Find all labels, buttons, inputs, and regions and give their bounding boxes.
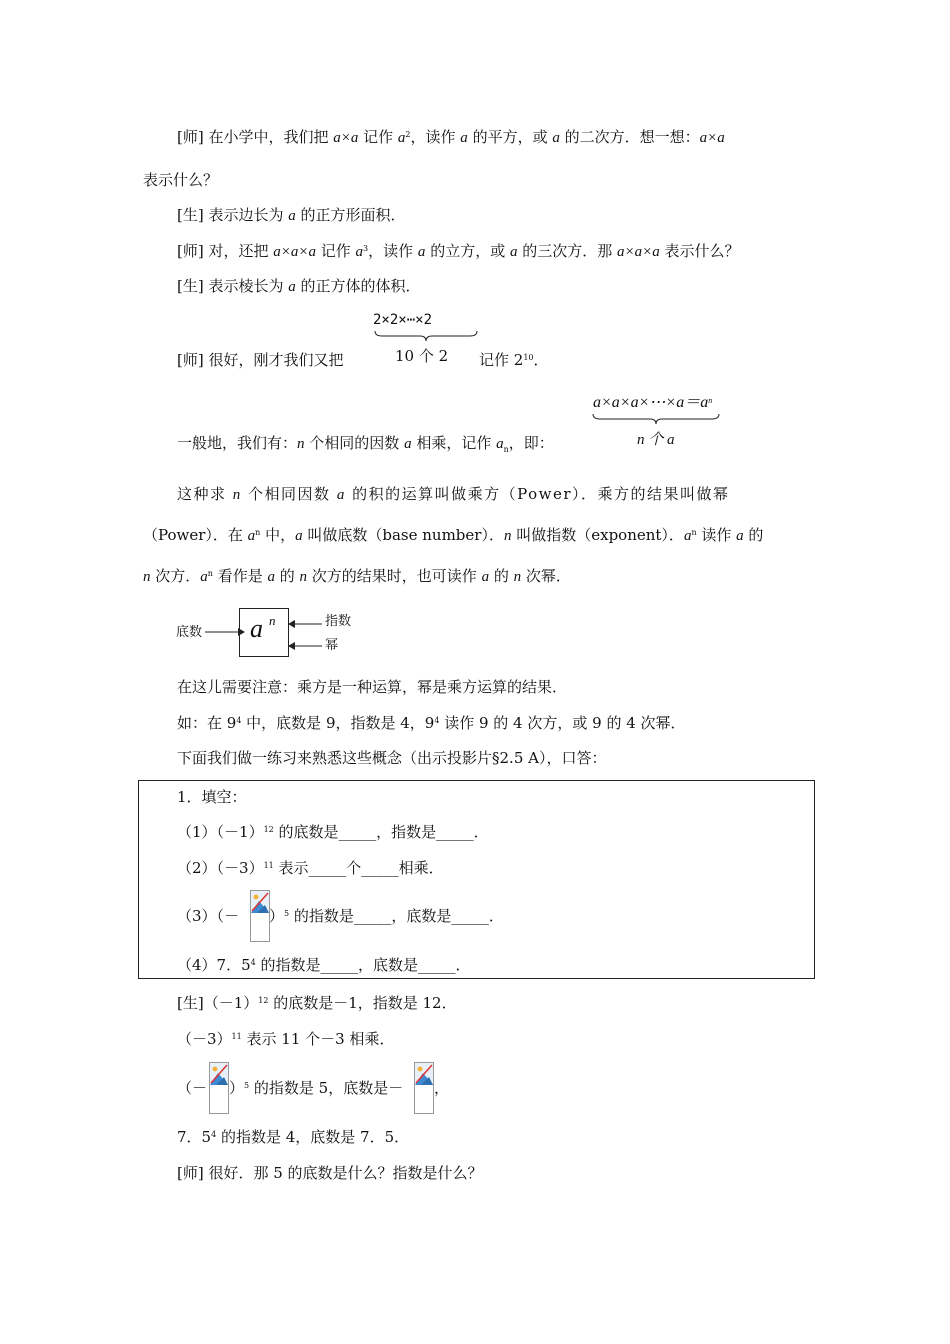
blank: _____ <box>451 907 489 925</box>
formula-product-bottom: 10 个 2 <box>395 347 449 365</box>
text: ，即： <box>508 434 554 452</box>
text: 记作 <box>316 242 356 260</box>
exponent-label: 指数 <box>325 614 352 629</box>
formula-general-bottom: n 个 a <box>637 432 675 448</box>
text: ． <box>455 956 471 974</box>
superscript: 4 <box>434 716 440 725</box>
text: 记作 2 <box>479 351 524 369</box>
paragraph-10: 下面我们做一练习来熟悉这些概念（出示投影片§2.5 A），口答： <box>177 749 607 767</box>
answer-4 <box>177 1127 409 1147</box>
blank: _____ <box>353 907 392 925</box>
base-symbol: a <box>250 614 263 643</box>
exercise-question-4 <box>177 955 471 975</box>
text: 的 <box>743 526 764 544</box>
text: n <box>297 436 305 452</box>
text: ＝a <box>684 394 709 411</box>
text: a <box>397 130 406 146</box>
exponent-symbol: n <box>269 613 276 628</box>
text: a <box>683 528 692 544</box>
superscript: n <box>207 569 213 578</box>
text: a×a×a <box>273 244 316 260</box>
text: a <box>295 528 303 544</box>
text: 中， <box>260 526 296 544</box>
text: 个 <box>346 859 362 877</box>
text: 中，底数是 9，指数是 4，9 <box>241 714 435 732</box>
superscript: 11 <box>263 861 274 870</box>
paragraph-3 <box>177 241 740 262</box>
paragraph-5-lead: [师] 很好，刚才我们又把 <box>177 351 344 369</box>
text: ） <box>229 1079 245 1097</box>
paragraph-6 <box>177 433 554 460</box>
answer-3-mid <box>229 1078 403 1098</box>
paragraph-11: [师] 很好．那 5 的底数是什么？指数是什么？ <box>177 1164 483 1182</box>
text: a <box>267 569 275 585</box>
paragraph-7-line-3 <box>143 566 571 587</box>
text: ，读作 <box>368 242 418 260</box>
text: [师] 在小学中，我们把 <box>177 128 334 146</box>
text: 次幂． <box>521 567 571 585</box>
blank: _____ <box>436 823 474 841</box>
text: 的指数是 5，底数是－ <box>249 1079 404 1097</box>
superscript: 3 <box>363 244 369 253</box>
blank: _____ <box>308 859 347 877</box>
underbrace <box>592 412 720 426</box>
text: 的立方，或 <box>425 242 510 260</box>
text: 的积的运算叫做乘方（Power）．乘方的结果叫做幂 <box>345 485 730 503</box>
missing-image-icon <box>209 1062 229 1114</box>
text: 叫做底数（base number）． <box>302 526 504 544</box>
text: 的指数是 <box>289 907 354 925</box>
text: a <box>288 208 296 224</box>
text: a <box>247 528 256 544</box>
text: n <box>503 528 512 544</box>
blank: _____ <box>338 823 377 841</box>
paragraph-5-tail <box>479 350 549 370</box>
paragraph-7-line-2 <box>143 525 763 546</box>
text: 读作 9 的 4 次方，或 9 的 4 次幂． <box>439 714 686 732</box>
text: ． <box>473 823 489 841</box>
text: 的 <box>489 567 514 585</box>
base-label: 底数 <box>176 625 203 640</box>
text: [师] 对，还把 <box>177 242 274 260</box>
text: a <box>481 569 490 585</box>
text: 叫做指数（exponent）． <box>511 526 684 544</box>
superscript: 2 <box>405 130 411 139</box>
text: 的底数是 <box>273 823 339 841</box>
text: 7．5 <box>177 1128 212 1146</box>
text: （1）（－1） <box>177 823 264 841</box>
text: a <box>460 130 468 146</box>
superscript: 12 <box>263 825 274 834</box>
subscript: n <box>503 445 509 454</box>
text: [生]（－1） <box>177 994 259 1012</box>
text: 的 <box>274 567 300 585</box>
text: n <box>513 569 522 585</box>
text: 的二次方．想一想： <box>559 128 700 146</box>
answer-1 <box>177 993 457 1013</box>
text: ，指数是 <box>376 823 437 841</box>
text: 个相同的因数 <box>304 434 405 452</box>
superscript: 10 <box>523 353 534 362</box>
text: 的正方形面积． <box>295 206 406 224</box>
text: 表示什么？ <box>659 242 740 260</box>
text: a×a×a×⋯×a <box>593 394 685 411</box>
text: 一般地，我们有： <box>177 434 298 452</box>
text: 表示 <box>273 859 309 877</box>
image-icon <box>210 1063 228 1085</box>
underbrace <box>374 329 478 343</box>
text: a <box>552 130 560 146</box>
text: （Power）．在 <box>143 526 248 544</box>
superscript: 12 <box>258 996 269 1005</box>
text: ，底数是 <box>358 956 419 974</box>
text: a <box>200 569 208 585</box>
superscript: n <box>708 396 713 405</box>
text: n <box>143 569 151 585</box>
text: a <box>496 436 504 452</box>
text: 读作 <box>696 526 737 544</box>
text: 表示 11 个－3 相乘． <box>241 1030 395 1048</box>
exercise-question-2 <box>177 858 444 878</box>
text: a <box>404 436 412 452</box>
paragraph-1-continued: 表示什么？ <box>143 171 219 189</box>
power-label: 幂 <box>325 638 339 653</box>
text: 的指数是 <box>255 956 321 974</box>
image-icon <box>415 1063 433 1085</box>
superscript: 11 <box>231 1032 242 1041</box>
answer-2 <box>177 1029 394 1049</box>
text: 的正方体的体积． <box>295 277 421 295</box>
exercise-question-1 <box>177 822 489 842</box>
answer-3-lead: （－ <box>177 1079 208 1097</box>
text: ） <box>269 907 285 925</box>
text: 的三次方．那 <box>517 242 618 260</box>
superscript: n <box>691 528 697 537</box>
text: ，底数是 <box>391 907 452 925</box>
text: （2）（－3） <box>177 859 264 877</box>
formula-general-top <box>593 393 712 413</box>
text: a×a <box>333 130 359 146</box>
superscript: 5 <box>284 909 290 918</box>
paragraph-2 <box>177 205 406 226</box>
missing-image-icon <box>250 890 270 942</box>
superscript: 5 <box>244 1081 250 1090</box>
blank: _____ <box>418 956 456 974</box>
text: 的底数是－1，指数是 12． <box>268 994 457 1012</box>
image-icon <box>251 891 269 913</box>
text: （4）7．5 <box>177 956 251 974</box>
text: 记作 <box>358 128 398 146</box>
text: a <box>355 244 364 260</box>
text: a×a×a <box>617 244 660 260</box>
exercise-title: 1．填空： <box>177 788 247 806</box>
exercise-question-3-tail <box>269 906 504 926</box>
text: 相乘． <box>398 859 444 877</box>
text: a <box>736 528 744 544</box>
exercise-question-3-lead: （3）（－ <box>177 907 240 925</box>
text: n <box>299 569 308 585</box>
answer-3-tail: ， <box>434 1079 450 1097</box>
paragraph-1 <box>177 127 725 148</box>
text: [生] 表示边长为 <box>177 206 289 224</box>
text: 次方． <box>150 567 201 585</box>
text: 次方的结果时，也可读作 <box>307 567 482 585</box>
missing-image-icon <box>414 1062 434 1114</box>
text: a×a <box>699 130 725 146</box>
paragraph-7 <box>177 484 730 505</box>
text: ． <box>533 351 549 369</box>
superscript: 4 <box>211 1130 217 1139</box>
text: 如：在 9 <box>177 714 237 732</box>
text: ，读作 <box>410 128 461 146</box>
blank: _____ <box>320 956 359 974</box>
text: 相乘，记作 <box>411 434 497 452</box>
superscript: 4 <box>250 958 256 967</box>
text: （－3） <box>177 1030 232 1048</box>
text: 这种求 <box>177 485 233 503</box>
superscript: 4 <box>236 716 242 725</box>
text: 看作是 <box>212 567 268 585</box>
text: a <box>417 244 426 260</box>
text: a <box>509 244 518 260</box>
blank: _____ <box>361 859 399 877</box>
superscript: n <box>255 528 261 537</box>
paragraph-8: 在这儿需要注意：乘方是一种运算，幂是乘方运算的结果． <box>177 678 568 696</box>
paragraph-4 <box>177 276 421 297</box>
paragraph-9 <box>177 713 686 733</box>
text: n <box>232 487 242 503</box>
text: 的指数是 4，底数是 7．5． <box>216 1128 410 1146</box>
text: 个相同因数 <box>241 485 337 503</box>
text: a <box>336 487 346 503</box>
text: ． <box>488 907 504 925</box>
text: 的平方，或 <box>467 128 553 146</box>
exercise-box <box>138 780 815 979</box>
text: a <box>288 279 296 295</box>
text: [生] 表示棱长为 <box>177 277 289 295</box>
formula-product-top: 2×2×⋯×2 <box>373 312 433 328</box>
